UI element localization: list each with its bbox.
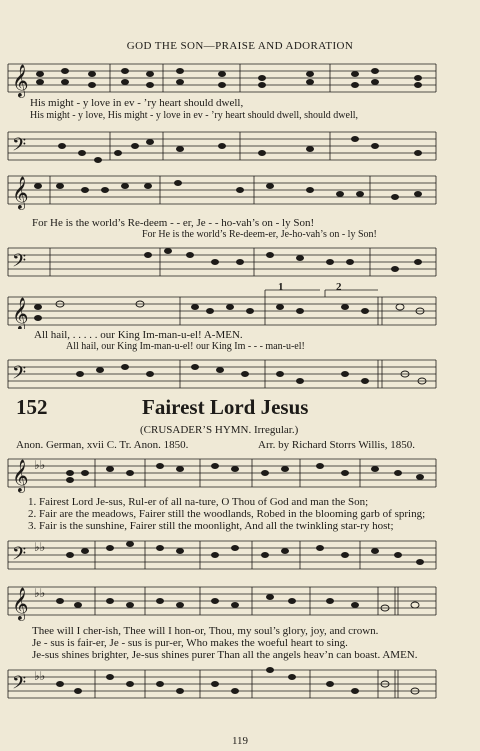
hymn-tune: (CRUSADER’S HYMN. Irregular.) xyxy=(140,424,299,436)
refrain-line-1: Thee will I cher-ish, Thee will I hon-or, Thou, my soul’s glory, joy, and crown. xyxy=(32,625,379,637)
svg-text:𝄢: 𝄢 xyxy=(12,672,27,697)
lyric-line: All hail, . . . . . our King Im-man-u-el! A-MEN. xyxy=(34,329,243,341)
page-number: 119 xyxy=(231,735,249,747)
verse-line-2: 2. Fair are the meadows, Fairer still the woodlands, Robed in the blooming garb of spring; xyxy=(28,508,426,520)
svg-text:𝄢: 𝄢 xyxy=(12,362,27,387)
hymn-title: Fairest Lord Jesus xyxy=(142,395,309,419)
music-staff-bass-4 xyxy=(0,533,480,577)
music-staff-treble-4 xyxy=(0,455,480,495)
music-staff-treble-2 xyxy=(0,172,480,212)
svg-text:𝄞: 𝄞 xyxy=(12,299,29,329)
lyric-line: All hail, our King Im-man-u-el! our King Im - - - man-u-el! xyxy=(66,341,305,352)
svg-text:♭♭: ♭♭ xyxy=(34,669,46,683)
music-staff-treble-5 xyxy=(0,583,480,623)
lyric-line: For He is the world’s Re-deem-er, Je-ho-vah’s on - ly Son! xyxy=(142,229,377,240)
verse-line-3: 3. Fair is the sunshine, Fairer still the moonlight, And all the twinkling star-ry host; xyxy=(28,520,394,532)
music-staff-bass-2 xyxy=(0,240,480,284)
svg-text:♭♭: ♭♭ xyxy=(34,586,46,600)
svg-text:𝄞: 𝄞 xyxy=(12,589,29,620)
lyric-line: For He is the world’s Re-deem - - er, Je - - ho-vah’s on - ly Son! xyxy=(32,217,315,229)
text-credit: Anon. German, xvii C. Tr. Anon. 1850. xyxy=(16,439,189,451)
hymn-number: 152 xyxy=(16,395,48,419)
refrain-line-3: Je-sus shines brighter, Je-sus shines purer Than all the angels heav’n can boast. AMEN. xyxy=(32,649,418,661)
svg-text:♭♭: ♭♭ xyxy=(34,458,46,472)
music-staff-bass-1 xyxy=(0,124,480,168)
svg-text:𝄢: 𝄢 xyxy=(12,250,27,275)
ending-2-label: 2 xyxy=(336,281,342,293)
svg-text:𝄢: 𝄢 xyxy=(12,134,27,159)
svg-text:𝄞: 𝄞 xyxy=(12,461,29,492)
svg-text:𝄢: 𝄢 xyxy=(12,543,27,568)
music-staff-treble-1 xyxy=(0,60,480,100)
lyric-line: His might - y love, His might - y love in ev - ’ry heart should dwell, should dwell, xyxy=(30,110,359,121)
ending-1-label: 1 xyxy=(278,281,284,293)
music-staff-bass-5 xyxy=(0,662,480,706)
music-staff-bass-3 xyxy=(0,352,480,396)
music-staff-treble-3 xyxy=(0,285,480,329)
svg-text:𝄞: 𝄞 xyxy=(12,178,29,209)
music-credit: Arr. by Richard Storrs Willis, 1850. xyxy=(258,439,416,451)
section-header: GOD THE SON—PRAISE AND ADORATION xyxy=(126,40,354,52)
svg-text:𝄞: 𝄞 xyxy=(12,66,29,97)
svg-text:♭♭: ♭♭ xyxy=(34,540,46,554)
refrain-line-2: Je - sus is fair-er, Je - sus is pur-er, Who makes the woeful heart to sing. xyxy=(32,637,348,649)
lyric-line: His might - y love in ev - ’ry heart should dwell, xyxy=(30,97,244,109)
verse-line-1: 1. Fairest Lord Je-sus, Rul-er of all na-ture, O Thou of God and man the Son; xyxy=(28,496,369,508)
